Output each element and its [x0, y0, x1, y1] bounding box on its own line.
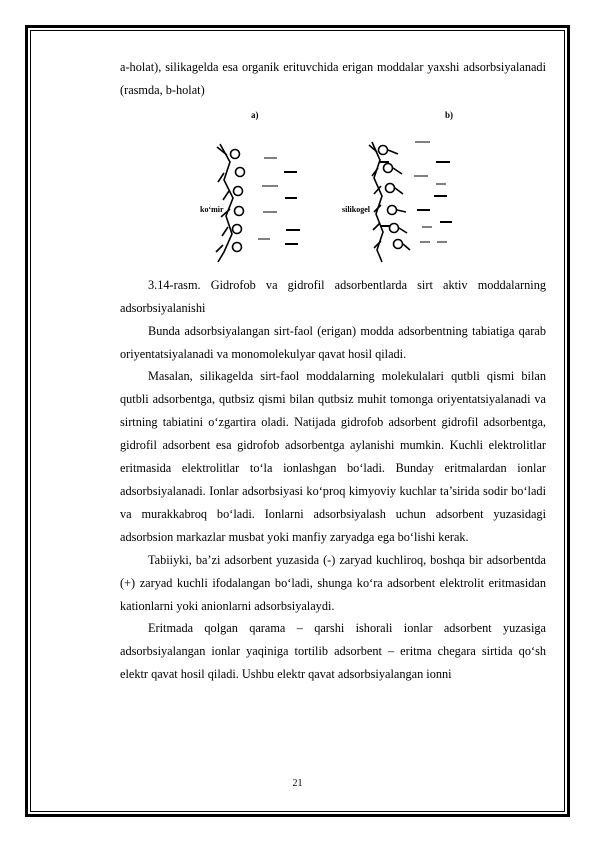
paragraph-2: Masalan, silikagelda sirt-faol moddalarning molekulalari qutbli qismi bilan qutbli adsorbentga, qutbsiz qismi bilan qutbsiz muhit tomonga oriyentatsiyalanadi va sirtning tabiatini o‘zgartira oladi. Natijada gidrofob adsorbent gidrofil adsorbentga, gidrofil adsorbent esa gidrofob adsorbentga aylanishi mumkin. Kuchli elektrolitlar eritmasida elektrolitlar to‘la ionlashgan bo‘ladi. Bunday eritmalardan ionlar adsorbsiyalanadi. Ionlar adsorbsiyasi ko‘proq kimyoviy kuchlar ta’sirida sodir bo‘ladi va murakkabroq bo‘ladi. Ionlarni adsorbsiyalash uchun adsorbent yuzasidagi adsorbsion markazlar musbat yoki manfiy zaryadga ega bo‘lishi kerak. — [120, 369, 546, 544]
diagram-a — [216, 144, 300, 262]
paragraph-intro: a-holat), silikagelda esa organik erituvchida erigan moddalar yaxshi adsorbsiyalanadi (rasmda, b-holat) — [120, 60, 546, 97]
figure-caption: 3.14-rasm. Gidrofob va gidrofil adsorbentlarda sirt aktiv moddalarning adsorbsiyalanishi — [120, 277, 546, 315]
page-content — [120, 56, 546, 686]
figure-3-14 — [120, 102, 546, 274]
label-a: a) — [251, 109, 259, 120]
paragraph-4: Eritmada qolgan qarama – qarshi ishorali ionlar adsorbent yuzasiga adsorbsiyalangan ionlar yaqiniga tortilib adsorbent – eritma chegara sirtida qo‘sh elektr qavat hosil qiladi. Ushbu elektr qavat adsorbsiyalangan ionni — [120, 621, 546, 682]
adsorption-diagram — [120, 102, 546, 274]
paragraph-3: Tabiiyki, ba’zi adsorbent yuzasida (-) zaryad kuchliroq, boshqa bir adsorbentda (+) zaryad kuchli ifodalangan bo‘ladi, shunga ko‘ra adsorbent elektrolit eritmasidan kationlarni yoki anionlarni adsorbsiyalaydi. — [120, 552, 546, 613]
label-b: b) — [445, 109, 454, 120]
diagram-b — [369, 142, 452, 262]
page-number: 21 — [292, 778, 303, 789]
label-komir: ko‘mir — [200, 204, 224, 214]
label-silikogel: silikogel — [342, 204, 371, 214]
paragraph-1: Bunda adsorbsiyalangan sirt-faol (erigan) modda adsorbentning tabiatiga qarab oriyentatsiyalanadi va monomolekulyar qavat hosil qiladi. — [120, 323, 546, 361]
